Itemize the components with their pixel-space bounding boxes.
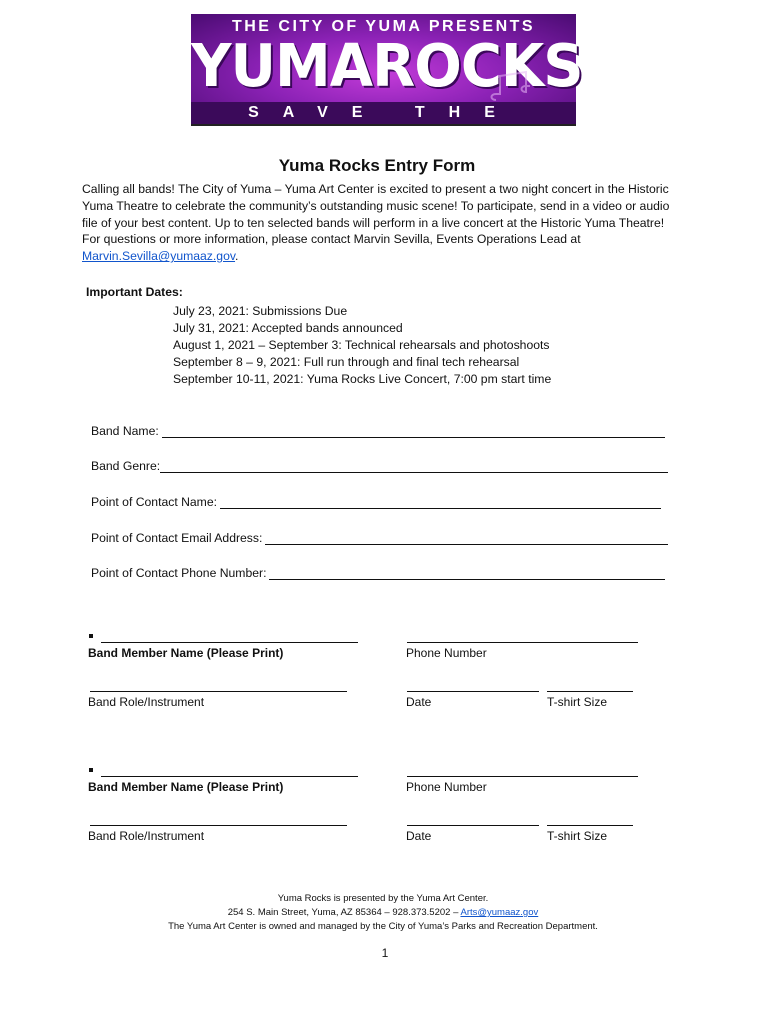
intro-text: Calling all bands! The City of Yuma – Yuma Art Center is excited to present a two night concert in the Historic Yuma Theatre to celebrate the community’s outstanding music scene! To participate, send in a video or audio file of your best content. Up to ten selected bands will perform in a live concert at the Historic Yuma Theatre! For questions or more information, please contact Marvin Sevilla, Events Operations Lead at xyxy=(82,182,670,247)
band-genre-input-line[interactable] xyxy=(160,460,668,473)
member-date-line[interactable] xyxy=(407,825,539,826)
page-number: 1 xyxy=(381,946,389,960)
member-phone-label: Phone Number xyxy=(406,646,487,660)
member-date-label: Date xyxy=(406,695,432,709)
contact-phone-input-line[interactable] xyxy=(269,567,665,580)
band-name-input-line[interactable] xyxy=(162,425,665,438)
member-tshirt-line[interactable] xyxy=(547,825,633,826)
member-name-line[interactable] xyxy=(101,776,358,777)
important-dates-label: Important Dates: xyxy=(86,285,183,299)
contact-phone-field xyxy=(91,566,665,580)
contact-email-input-line[interactable] xyxy=(265,532,668,545)
member-role-line[interactable] xyxy=(90,825,347,826)
bullet-icon xyxy=(89,634,93,638)
member-role-line[interactable] xyxy=(90,691,347,692)
music-note-icon xyxy=(486,72,556,104)
footer-email-link[interactable]: Arts@yumaaz.gov xyxy=(460,907,539,918)
footer-line-1: Yuma Rocks is presented by the Yuma Art Center. xyxy=(277,893,489,904)
contact-name-input-line[interactable] xyxy=(220,496,661,509)
date-item: September 10-11, 2021: Yuma Rocks Live Concert, 7:00 pm start time xyxy=(173,372,552,386)
member-role-label: Band Role/Instrument xyxy=(88,829,205,843)
band-genre-label: Band Genre: xyxy=(91,459,161,473)
member-phone-line[interactable] xyxy=(407,642,638,643)
member-name-label: Band Member Name (Please Print) xyxy=(88,780,284,794)
yumarocks-banner-logo xyxy=(191,14,583,143)
member-phone-label: Phone Number xyxy=(406,780,487,794)
date-item: July 31, 2021: Accepted bands announced xyxy=(173,321,403,335)
contact-phone-label: Point of Contact Phone Number: xyxy=(91,566,267,580)
intro-paragraph xyxy=(82,181,672,265)
footer-address: 254 S. Main Street, Yuma, AZ 85364 – 928.373.5202 – xyxy=(227,907,461,918)
banner-presents-text: THE CITY OF YUMA PRESENTS xyxy=(231,18,536,35)
member-phone-line[interactable] xyxy=(407,776,638,777)
date-item: August 1, 2021 – September 3: Technical rehearsals and photoshoots xyxy=(173,338,550,352)
footer-line-2 xyxy=(0,906,766,920)
contact-email-field xyxy=(91,531,668,545)
band-genre-field xyxy=(91,459,668,473)
member-tshirt-label: T-shirt Size xyxy=(547,829,608,843)
contact-email-label: Point of Contact Email Address: xyxy=(91,531,263,545)
contact-email-link[interactable]: Marvin.Sevilla@yumaaz.gov xyxy=(82,249,236,264)
intro-end: . xyxy=(235,249,239,264)
form-title: Yuma Rocks Entry Form xyxy=(278,156,476,175)
member-name-line[interactable] xyxy=(101,642,358,643)
band-name-field xyxy=(91,424,665,438)
banner-title-text: YUMAROCKS xyxy=(191,32,583,101)
banner-save-the-music: SAVE THE MUSIC xyxy=(191,102,576,124)
member-role-label: Band Role/Instrument xyxy=(88,695,205,709)
contact-name-label: Point of Contact Name: xyxy=(91,495,217,509)
member-date-line[interactable] xyxy=(407,691,539,692)
member-tshirt-line[interactable] xyxy=(547,691,633,692)
member-date-label: Date xyxy=(406,829,432,843)
date-item: July 23, 2021: Submissions Due xyxy=(173,304,348,318)
member-tshirt-label: T-shirt Size xyxy=(547,695,608,709)
bullet-icon xyxy=(89,768,93,772)
contact-name-field xyxy=(91,495,661,509)
band-name-label: Band Name: xyxy=(91,424,159,438)
footer-line-3: The Yuma Art Center is owned and managed by the City of Yuma’s Parks and Recreation Department. xyxy=(168,921,598,932)
date-item: September 8 – 9, 2021: Full run through and final tech rehearsal xyxy=(173,355,520,369)
member-name-label: Band Member Name (Please Print) xyxy=(88,646,284,660)
footer xyxy=(0,892,766,934)
important-dates-list xyxy=(173,303,551,388)
